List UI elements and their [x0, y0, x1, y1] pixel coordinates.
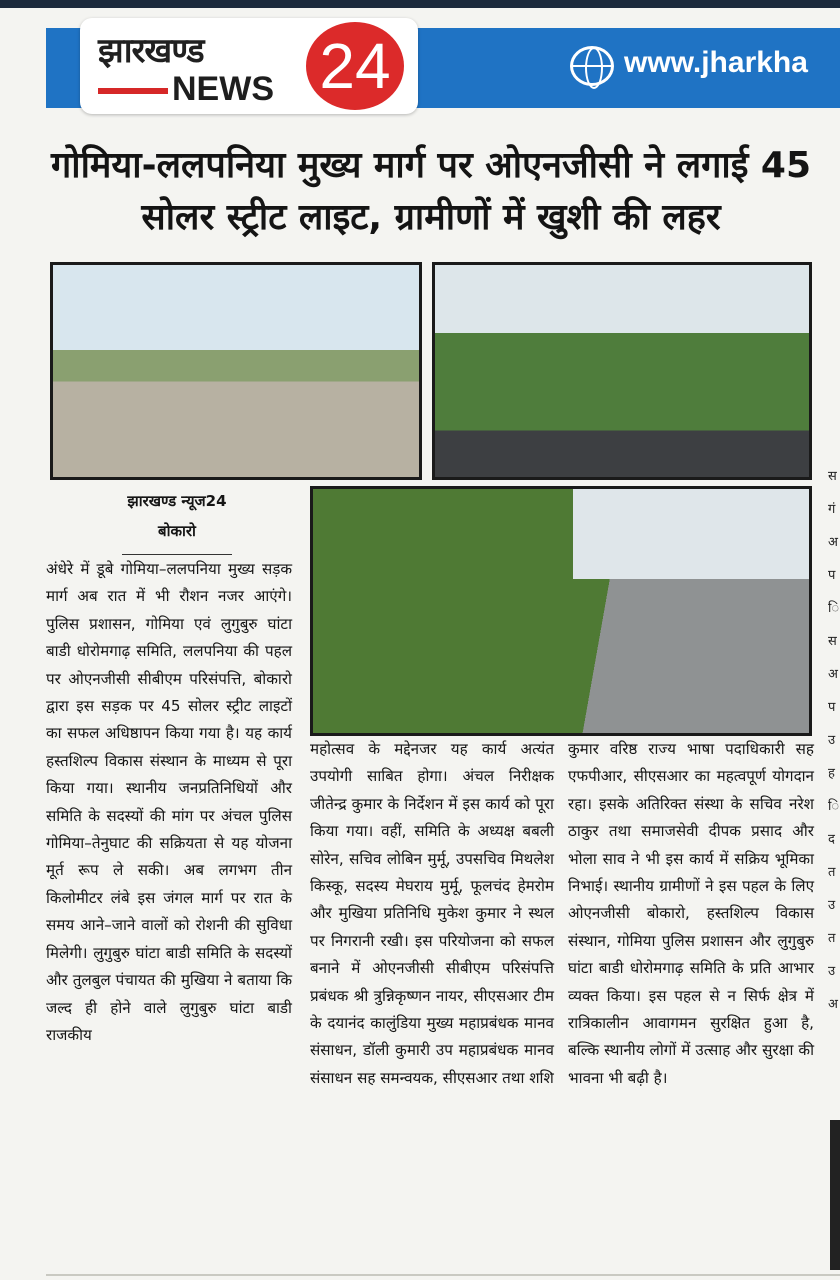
article-column-1: अंधेरे में डूबे गोमिया–ललपनिया मुख्य सड़क मार्ग अब रात में भी रौशन नजर आएंगे। पुलिस प्रशासन, गोमिया एवं लुगुबुरु घांटा बाडी धोरोमगाढ़ समिति, ललपनिया की पहल पर ओएनजीसी सीबीएम परिसंपत्ति, बोकारो द्वारा इस सड़क पर 45 सोलर स्ट्रीट लाइटों का सफल अधिष्ठापन किया गया है। यह कार्य हस्तशिल्प विकास संस्थान के माध्यम से पूरा किया गया। स्थानीय जनप्रतिनिधियों और समिति के सदस्यों की मांग पर अंचल पुलिस गोमिया–तेनुघाट की सक्रियता से यह योजना मूर्त रूप ले सकी। अब लगभग तीन किलोमीटर लंबे इस जंगल मार्ग पर रात के समय आने–जाने वालों को रोशनी की सुविधा मिलेगी। लुगुबुरु घांटा बाडी समिति के सदस्यों और तुलबुल पंचायत की मुखिया ने बताया कि जल्द ही होने वाले लुगुबुरु घांटा बाडी राजकीय	[46, 560, 292, 1044]
logo-news-text: NEWS	[172, 70, 274, 108]
photo-officials-on-road	[310, 486, 812, 736]
article-column-3: कुमार वरिष्ठ राज्य भाषा पदाधिकारी सह एफपीआर, सीएसआर का महत्वपूर्ण योगदान रहा। इसके अतिरिक्त संस्था के सचिव नरेश ठाकुर तथा समाजसेवी दीपक प्रसाद और भोला साव ने भी इस कार्य में सक्रिय भूमिका निभाई। स्थानीय ग्रामीणों ने इस पहल के लिए ओएनजीसी बोकारो, हस्तशिल्प विकास संस्थान, गोमिया पुलिस प्रशासन और लुगुबुरु घांटा बाडी धोरोमगाढ़ समिति के प्रति आभार व्यक्त किया। इस पहल से न सिर्फ क्षेत्र में रात्रिकालीन आवागमन सुरक्षित हुआ है, बल्कि स्थानीय लोगों में उत्साह और सुरक्षा की भावना भी बढ़ी है।	[568, 740, 814, 1087]
byline-source: झारखण्ड न्यूज24	[127, 492, 227, 510]
byline-place: बोकारो	[158, 522, 196, 540]
site-logo	[80, 18, 418, 114]
photo-solar-panels-truck	[50, 262, 422, 480]
photo-streetlight-road	[432, 262, 812, 480]
logo-hindi-text: झारखण्ड	[98, 31, 204, 71]
bottom-rule	[46, 1274, 840, 1276]
logo-number-badge: 24	[306, 22, 404, 110]
cropped-edge-bar	[830, 1120, 840, 1270]
byline-divider	[122, 554, 232, 555]
byline	[50, 486, 304, 555]
top-dark-bar	[0, 0, 840, 8]
website-url[interactable]: www.jharkha	[624, 46, 808, 79]
cropped-edge-text: स गं अ प ि स अ प उ ह ि द त उ त उ अ	[828, 469, 840, 1012]
article-headline: गोमिया-ललपनिया मुख्य मार्ग पर ओएनजीसी ने लगाई 45 सोलर स्ट्रीट लाइट, ग्रामीणों में खुशी की लहर	[50, 145, 812, 238]
logo-red-stripe	[98, 88, 168, 94]
globe-icon	[570, 46, 614, 86]
article-column-2: महोत्सव के मद्देनजर यह कार्य अत्यंत उपयोगी साबित होगा। अंचल निरीक्षक जीतेन्द्र कुमार के निर्देशन में इस कार्य को पूरा किया गया। वहीं, समिति के अध्यक्ष बबली सोरेन, सचिव लोबिन मुर्मू, उपसचिव मिथलेश किस्कू, सदस्य मेघराय मुर्मू, फूलचंद हेमरोम और मुखिया प्रतिनिधि मुकेश कुमार ने स्थल पर निगरानी रखी। इस परियोजना को सफल बनाने में ओएनजीसी सीबीएम परिसंपत्ति प्रबंधक श्री त्रुन्निकृष्णन नायर, सीएसआर टीम के दयानंद कालुंडिया मुख्य महाप्रबंधक मानव संसाधन, डॉली कुमारी उप महाप्रबंधक मानव संसाधन सह समन्वयक, सीएसआर तथा शशि	[310, 740, 554, 1087]
